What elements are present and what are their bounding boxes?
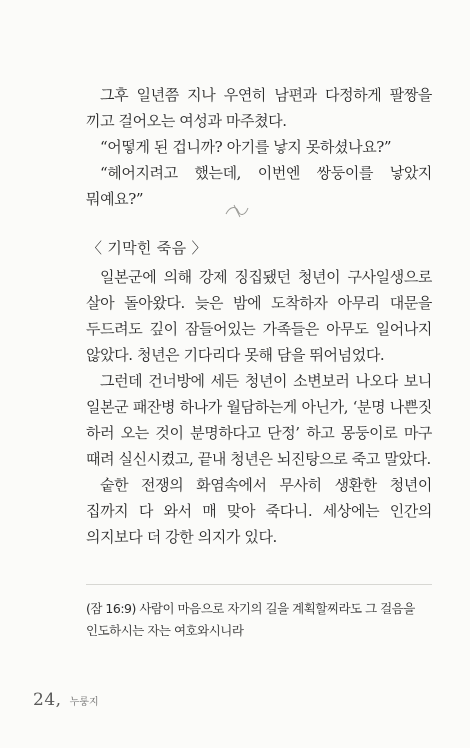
paragraph-incident: 그런데 건너방에 세든 청년이 소변보러 나오다 보니 일본군 패잔병 하나가 월담하는게 아닌가, ‘분명 나쁜짓 하러 오는 것이 분명하다고 단정’ 하고 몽둥이로 마구 때려 실신시켰고, 끝내 청년은 뇌진탕으로 죽고 말았다.: [86, 372, 432, 468]
scripture-verse: (잠 16:9) 사람이 마음으로 자기의 길을 계획할찌라도 그 걸음을 인도하시는 자는 여호와시니라: [86, 601, 415, 638]
paragraph-return: 일본군에 의해 강제 징집됐던 청년이 구사일생으로 살아 돌아왔다. 늦은 밤에 도착하자 아무리 대문을 두드려도 깊이 잠들어있는 가족들은 아무도 일어나지 않았다. 청년은 기다리다 못해 담을 뛰어넘었다.: [86, 268, 432, 364]
page-number: 24,: [33, 690, 62, 710]
paragraph-reflection: 숱한 전쟁의 화염속에서 무사히 생환한 청년이 집까지 다 와서 매 맞아 죽다니. 세상에는 인간의 의지보다 더 강한 의지가 있다.: [86, 476, 432, 546]
paragraph-meeting: 그후 일년쯤 지나 우연히 남편과 다정하게 팔짱을 끼고 걸어오는 여성과 마주쳤다.: [86, 86, 432, 130]
section-ornament-icon: [224, 202, 250, 220]
book-title: 누룽지: [69, 697, 99, 708]
divider: [86, 584, 432, 585]
section-heading: 〈 기막힌 죽음 〉: [87, 239, 207, 257]
dialogue-question: “어떻게 된 겁니까? 아기를 낳지 못하셨나요?”: [100, 138, 392, 156]
page-footer: [33, 690, 99, 710]
dialogue-answer: “헤어지려고 했는데, 이번엔 쌍둥이를 낳았지 뭐예요?”: [86, 164, 432, 208]
